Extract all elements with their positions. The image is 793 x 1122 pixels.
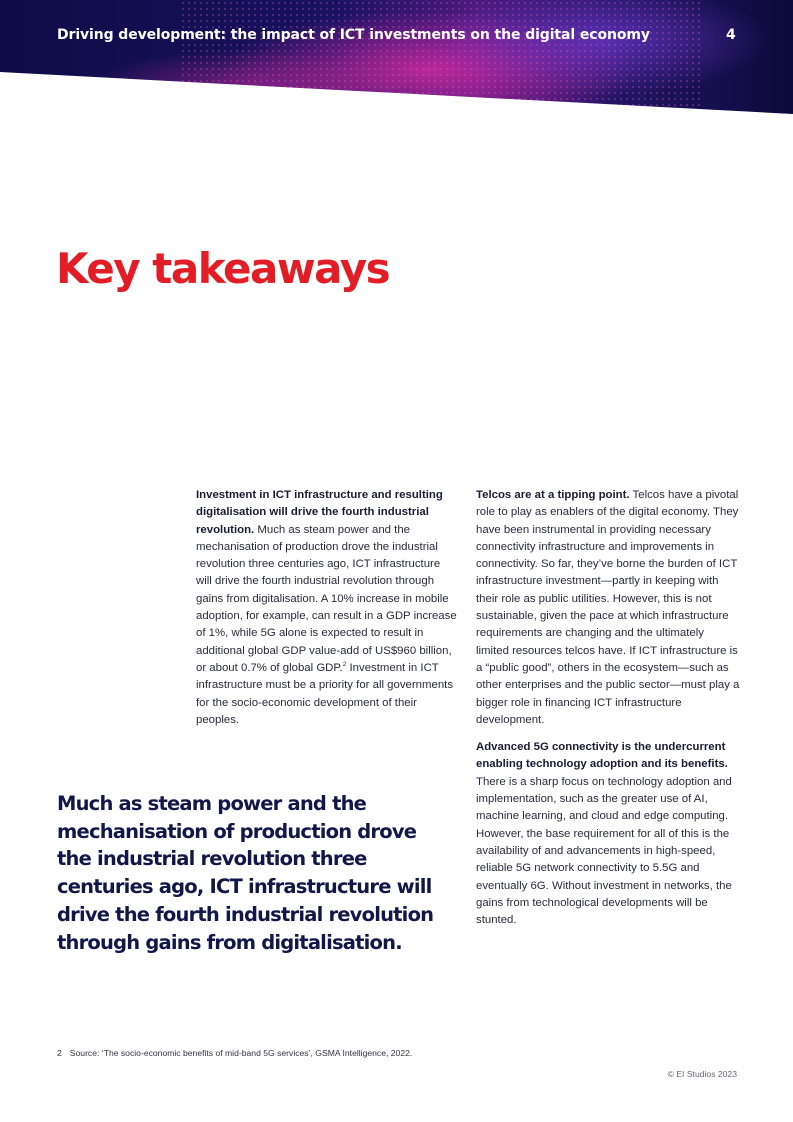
- right-text-column: [476, 487, 740, 939]
- running-header-title: Driving development: the impact of ICT investments on the digital economy: [57, 27, 650, 43]
- page-number: 4: [726, 27, 736, 43]
- banner-graphic: [0, 0, 793, 118]
- investment-paragraph: [196, 487, 458, 729]
- 5g-lead: Advanced 5G connectivity is the undercurrent enabling technology adoption and its benefits.: [476, 741, 728, 771]
- copyright: © EI Studios 2023: [667, 1069, 737, 1079]
- investment-text-b: Investment in ICT infrastructure must be a priority for all governments for the socio-economic development of their peoples.: [196, 661, 454, 726]
- footnote: [57, 1048, 412, 1058]
- 5g-paragraph: [476, 739, 740, 929]
- header-banner: [0, 0, 793, 118]
- telcos-paragraph: [476, 487, 740, 729]
- telcos-lead: Telcos are at a tipping point.: [476, 489, 630, 501]
- pull-quote: Much as steam power and the mechanisation of production drove the industrial revolution three centuries ago, ICT infrastructure will drive the fourth industrial revolution through gains from digitalisation.: [57, 792, 434, 954]
- page-title: Key takeaways: [56, 244, 390, 293]
- investment-lead: Investment in ICT infrastructure and resulting digitalisation will drive the fourth industrial revolution.: [196, 489, 443, 536]
- footnote-ref: 2: [342, 661, 347, 669]
- left-text-column: [196, 487, 458, 739]
- investment-text-a: Much as steam power and the mechanisation of production drove the industrial revolution three centuries ago, ICT infrastructure will drive the fourth industrial revolution through gains from digitalisation. A 10% increase in mobile adoption, for example, can result in a GDP increase of 1%, while 5G alone is expected to result in additional global GDP value-add of US$960 billion, or about 0.7% of global GDP.: [196, 523, 457, 674]
- footnote-number: 2: [57, 1048, 62, 1058]
- telcos-text: Telcos have a pivotal role to play as enablers of the digital economy. They have been instrumental in providing necessary connectivity infrastructure and improvements in connectivity. So far, they’ve borne the burden of ICT infrastructure investment—partly in keeping with their role as public utilities. However, this is not sustainable, given the pace at which infrastructure requirements are changing and the ultimately limited resources telcos have. If ICT infrastructure is a “public good”, others in the ecosystem—such as other enterprises and the public sector—must play a bigger role in financing ICT infrastructure development.: [476, 489, 740, 726]
- footnote-text: Source: ‘The socio-economic benefits of mid-band 5G services’, GSMA Intelligence, 2022.: [69, 1048, 413, 1058]
- 5g-text: There is a sharp focus on technology adoption and implementation, such as the greater use of AI, machine learning, and cloud and edge computing. However, the base requirement for all of this is the availability of and advancements in high-speed, reliable 5G network connectivity to 5.5G and eventually 6G. Without investment in networks, the gains from technological developments will be stunted.: [476, 775, 732, 927]
